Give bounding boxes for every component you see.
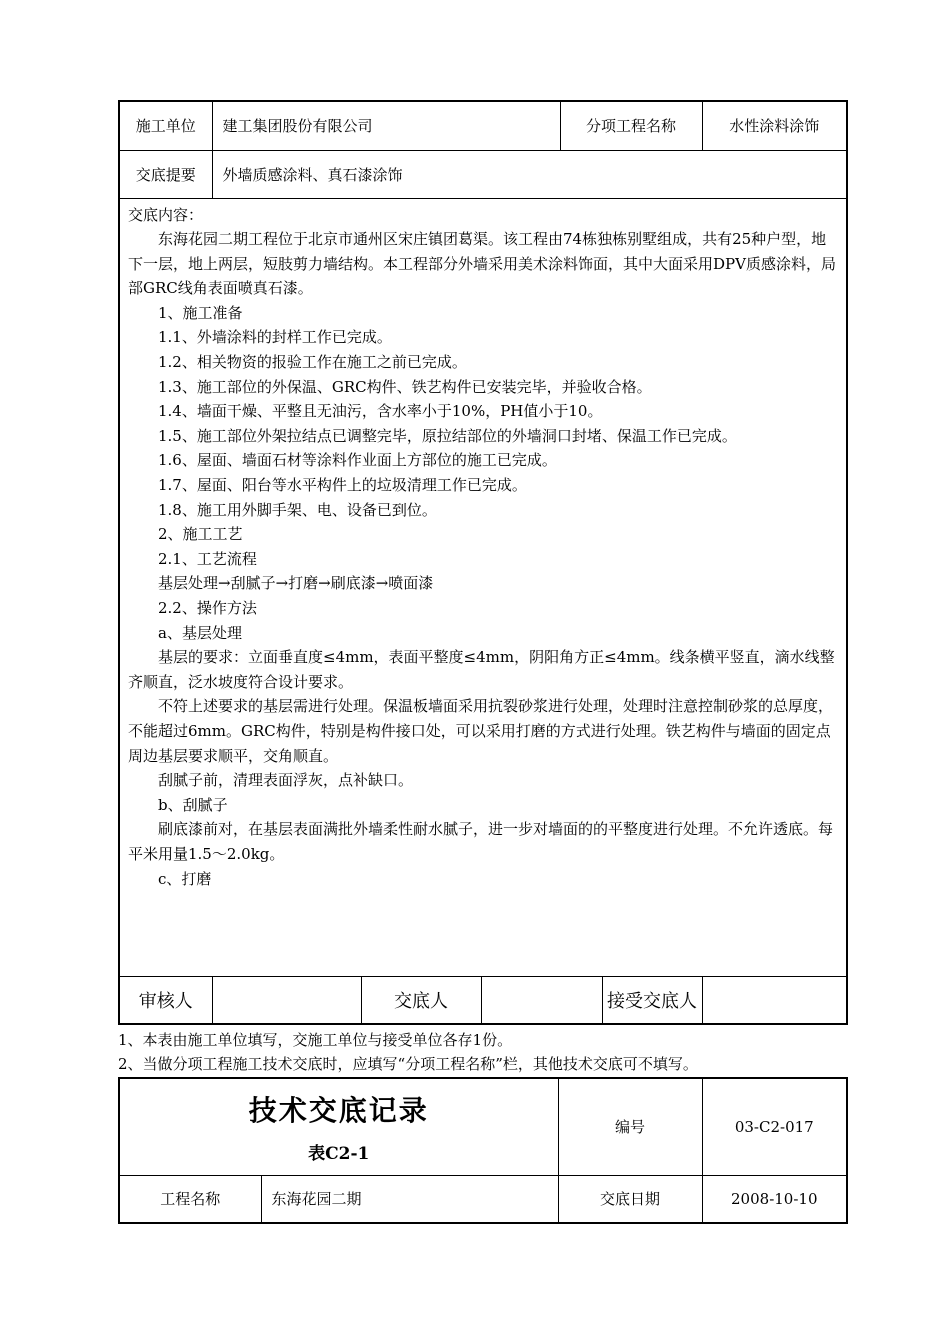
- footnotes: [118, 1028, 858, 1076]
- disclosure-table: [118, 100, 848, 1025]
- unit-label: 施工单位: [119, 101, 212, 150]
- number-label: 编号: [558, 1078, 702, 1175]
- discloser-field: [481, 976, 602, 1024]
- discloser-label: 交底人: [361, 976, 481, 1024]
- summary-value: 外墙质感涂料、真石漆涂饰: [212, 150, 847, 198]
- record-title-cell: [119, 1078, 558, 1175]
- number-value: 03-C2-017: [702, 1078, 847, 1175]
- process-flow: 基层处理→刮腻子→打磨→刷底漆→喷面漆: [158, 574, 434, 593]
- item-1-5: 1.5、施工部位外架拉结点已调整完毕，原拉结部位的外墙洞口封堵、保温工作已完成。: [158, 426, 737, 445]
- item-2-1: 2.1、工艺流程: [158, 549, 257, 568]
- item-1-2: 1.2、相关物资的报验工作在施工之前已完成。: [158, 353, 467, 372]
- footnote-1: 1、本表由施工单位填写，交施工单位与接受单位各存1份。: [118, 1031, 513, 1049]
- sub-a-para-2: 不符上述要求的基层需进行处理。保温板墙面采用抗裂砂浆进行处理，处理时注意控制砂浆的总厚度，不能超过6mm。GRC构件，特别是构件接口处，可以采用打磨的方式进行处理。铁艺构件与墙面的固定点周边基层要求顺平，交角顺直。: [128, 697, 834, 765]
- reviewer-field: [212, 976, 361, 1024]
- form-number: 表C2-1: [308, 1144, 370, 1165]
- project-value: 东海花园二期: [261, 1175, 558, 1223]
- content-heading: 交底内容：: [128, 205, 204, 224]
- sub-b-para-1: 刷底漆前对，在基层表面满批外墙柔性耐水腻子，进一步对墙面的的平整度进行处理。不允许透底。每平米用量1.5～2.0kg。: [128, 820, 834, 863]
- item-1-8: 1.8、施工用外脚手架、电、设备已到位。: [158, 500, 437, 519]
- project-label: 工程名称: [119, 1175, 261, 1223]
- sub-a-para-3: 刮腻子前，清理表面浮灰，点补缺口。: [158, 771, 414, 790]
- sub-b: b、刮腻子: [158, 795, 228, 814]
- item-1-4: 1.4、墙面干燥、平整且无油污，含水率小于10%，PH值小于10。: [158, 402, 603, 421]
- sub-a: a、基层处理: [158, 623, 242, 642]
- receiver-field: [702, 976, 847, 1024]
- record-title: 技术交底记录: [248, 1094, 429, 1128]
- item-1-1: 1.1、外墙涂料的封样工作已完成。: [158, 328, 392, 347]
- summary-label: 交底提要: [119, 150, 212, 198]
- item-2-2: 2.2、操作方法: [158, 599, 257, 617]
- disclosure-content: [119, 198, 847, 976]
- receiver-label: 接受交底人: [602, 976, 702, 1024]
- record-header-table: [118, 1077, 848, 1224]
- date-label: 交底日期: [558, 1175, 702, 1223]
- content-intro: 东海花园二期工程位于北京市通州区宋庄镇团葛渠。该工程由74栋独栋别墅组成，共有25种户型，地下一层，地上两层，短肢剪力墙结构。本工程部分外墙采用美术涂料饰面，其中大面采用DPV质感涂料，局部GRC线角表面喷真石漆。: [128, 230, 836, 298]
- date-value: 2008-10-10: [702, 1175, 847, 1223]
- reviewer-label: 审核人: [119, 976, 212, 1024]
- section-1: 1、施工准备: [158, 303, 243, 322]
- item-1-7: 1.7、屋面、阳台等水平构件上的垃圾清理工作已完成。: [158, 476, 527, 495]
- footnote-2: 2、当做分项工程施工技术交底时，应填写“分项工程名称”栏，其他技术交底可不填写。: [118, 1055, 698, 1073]
- sub-c: c、打磨: [158, 869, 212, 888]
- section-2: 2、施工工艺: [158, 525, 243, 544]
- sub-a-para-1: 基层的要求：立面垂直度≤4mm，表面平整度≤4mm，阴阳角方正≤4mm。线条横平竖直，滴水线整齐顺直，泛水坡度符合设计要求。: [128, 648, 835, 691]
- subproject-value: 水性涂料涂饰: [702, 101, 847, 150]
- unit-value: 建工集团股份有限公司: [212, 101, 560, 150]
- item-1-6: 1.6、屋面、墙面石材等涂料作业面上方部位的施工已完成。: [158, 451, 557, 470]
- item-1-3: 1.3、施工部位的外保温、GRC构件、铁艺构件已安装完毕，并验收合格。: [158, 377, 652, 396]
- subproject-label: 分项工程名称: [560, 101, 702, 150]
